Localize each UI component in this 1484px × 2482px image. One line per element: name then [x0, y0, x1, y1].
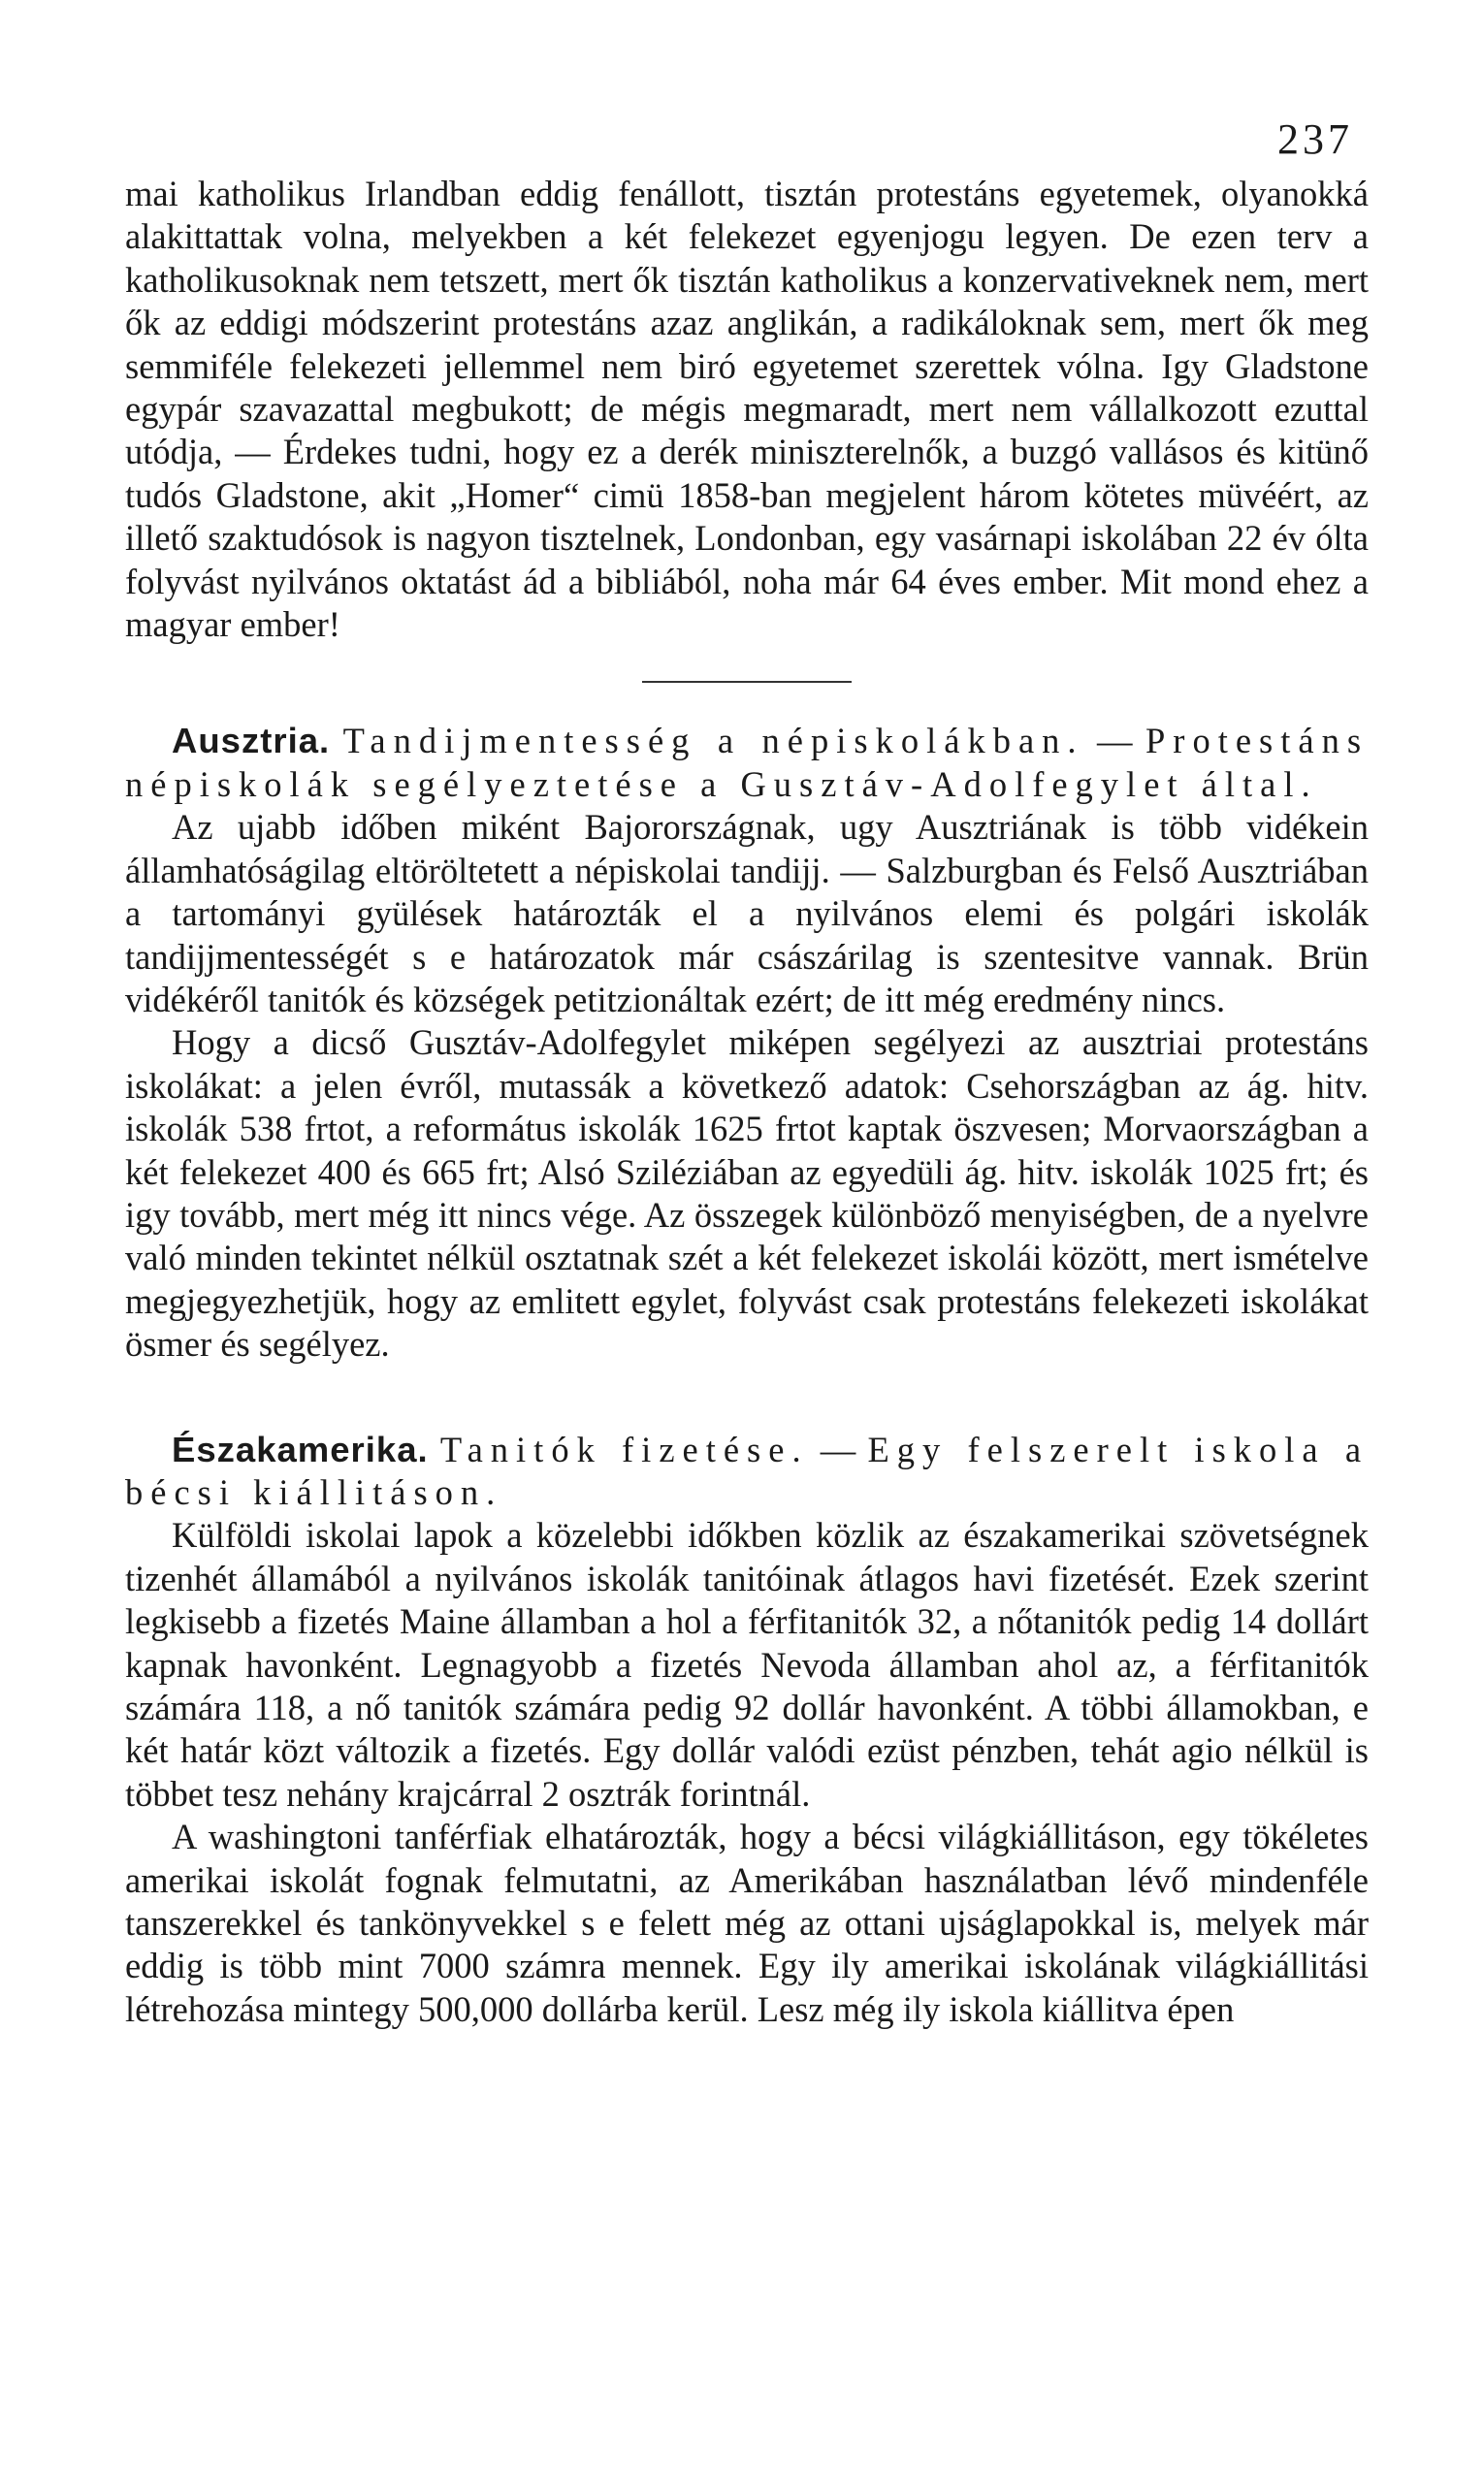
intro-paragraph: mai katholikus Irlandban eddig fenállott, tisztán protestáns egyetemek, olyanokká alakittattak volna, melyekben a két felekezet egyenjogu legyen. De ezen terv a katholikusoknak nem tetszett, mert ők tisztán katholikus a konzervativeknek nem, mert ők az eddigi módszerint protestáns azaz anglikán, a radikáloknak sem, mert ők meg semmiféle felekezeti jellemmel nem biró egyetemet szerettek vólna. Igy Gladstone egypár szavazattal megbukott; de mégis megmaradt, mert nem vállalkozott ezuttal utódja, — Érdekes tudni, hogy ez a derék miniszterelnők, a buzgó vallásos és kitünő tudós Gladstone, akit „Homer“ cimü 1858-ban megjelent három kötetes müvéért, az illető szaktudósok is nagyon tisztelnek, Londonban, egy vasárnapi iskolában 22 év ólta folyvást nyilvános oktatást ád a bibliából, noha már 64 éves ember. Mit mond ehez a magyar ember! — [125, 174, 1369, 645]
ausztria-topic-2: Protestáns népiskolák segélyeztetése a Gusztáv-Adolfegylet által. — [125, 721, 1370, 804]
eszakamerika-topic-1: Tanitók fizetése. — [439, 1429, 809, 1469]
eszakamerika-section — [125, 1429, 1369, 2032]
eszakamerika-paragraph-2: A washingtoni tanférfiak elhatározták, hogy a bécsi világkiállitáson, egy tökéletes amerikai iskolát fognak felmutatni, az Amerikában használatban lévő mindenféle tanszerekkel és tankönyvekkel s e felett még az ottani ujságlapokkal is, melyek már eddig is több mint 7000 számra mennek. Egy ily amerikai iskolának világkiállitási létrehozása mintegy 500,000 dollárba kerül. Lesz még ily iskola kiállitva épen — [125, 1817, 1369, 2029]
intro-section — [125, 173, 1369, 646]
ausztria-paragraph-1: Az ujabb időben miként Bajorországnak, ugy Ausztriának is több vidékein államhatóságilag eltöröltetett a népiskolai tandijj. — Salzburgban és Felső Ausztriában a tartományi gyülések határozták el a nyilvános elemi és polgári iskolák tandijjmentességét s e határozatok már császárilag is szentesitve vannak. Brün vidékéről tanitók és községek petitzionáltak ezért; de itt még eredmény nincs. — [125, 807, 1369, 1019]
ausztria-heading — [125, 720, 1369, 806]
eszakamerika-topic-2: Egy felszerelt iskola a bécsi kiállitáson. — [125, 1429, 1370, 1512]
page-number: 237 — [1277, 115, 1353, 163]
ausztria-dash: — — [1097, 721, 1133, 761]
page-content — [125, 173, 1369, 2031]
eszakamerika-country: Északamerika. — [172, 1429, 429, 1469]
ausztria-topic-1: Tandijmentesség a népiskolákban. — [342, 721, 1084, 761]
eszakamerika-dash: — — [820, 1429, 856, 1469]
eszakamerika-heading — [125, 1429, 1369, 1515]
eszakamerika-paragraph-1: Külföldi iskolai lapok a közelebbi időkben közlik az északamerikai szövetségnek tizenhét államából a nyilvános iskolák tanitóinak átlagos havi fizetését. Ezek szerint legkisebb a fizetés Maine államban a hol a férfitanitók 32, a nőtanitók pedig 14 dollárt kapnak havonként. Legnagyobb a fizetés Nevoda államban ahol az, a férfitanitók számára 118, a nő tanitók számára pedig 92 dollár havonként. A többi államokban, e két határ közt változik a fizetés. Egy dollár valódi ezüst pénzben, tehát agio nélkül is többet tesz nehány krajcárral 2 osztrák forintnál. — [125, 1515, 1369, 1814]
section-divider — [642, 681, 852, 683]
section-gap — [125, 1367, 1369, 1429]
ausztria-country: Ausztria. — [172, 721, 331, 761]
ausztria-paragraph-2: Hogy a dicső Gusztáv-Adolfegylet miképen segélyezi az ausztriai protestáns iskolákat: a jelen évről, mutassák a következő adatok: Csehországban az ág. hitv. iskolák 538 frtot, a református iskolák 1625 frtot kaptak öszvesen; Morvaországban a két felekezet 400 és 665 frt; Alsó Sziléziában az egyedüli ág. hitv. iskolák 1025 frt; és igy tovább, mert még itt nincs vége. Az összegek különböző menyiségben, de a nyelvre való minden tekintet nélkül osztatnak szét a két felekezet iskolái között, mert ismételve megjegyezhetjük, hogy az emlitett egylet, folyvást csak protestáns felekezeti iskolákat ösmer és segélyez. — [125, 1022, 1369, 1365]
ausztria-section — [125, 720, 1369, 1366]
